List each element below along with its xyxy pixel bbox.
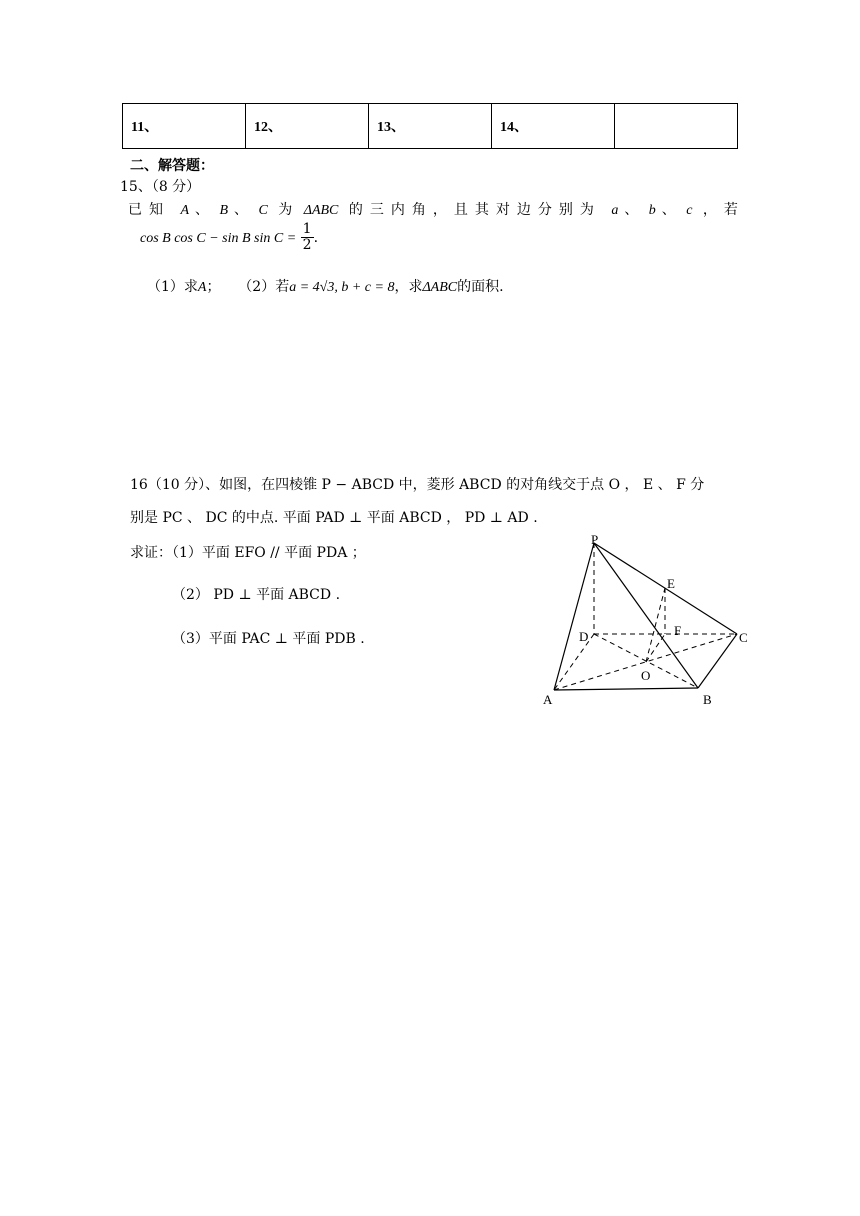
label-c: C <box>739 630 748 645</box>
answer-cell-13: 13、 <box>369 104 492 149</box>
answer-cell-empty <box>615 104 738 149</box>
q15-triangle-2: ΔABC <box>422 280 458 295</box>
q15-sub2-end: 的面积. <box>457 279 504 295</box>
answer-cell-12: 12、 <box>246 104 369 149</box>
q15-sub2-tail: ，求 <box>394 279 423 295</box>
fraction-denominator: 2 <box>302 237 312 254</box>
label-f: F <box>674 623 682 638</box>
edge-pb <box>594 543 698 688</box>
label-o: O <box>641 668 651 683</box>
q15-condition: cos B cos C − sin B sin C = $\frac{1}{2}$ . <box>140 221 319 254</box>
q15-text-b: 为 <box>278 202 300 218</box>
q15-line1: 已知 A 、 B 、 C 为 ΔABC 的三内角，且其对边分别为 a 、 b 、 c ，若 <box>128 202 745 218</box>
label-a: A <box>543 692 553 707</box>
edge-pa <box>554 543 594 690</box>
q15-triangle: ΔABC <box>303 203 339 218</box>
answer-cell-11: 11、 <box>123 104 246 149</box>
q16-line2: 别是 PC 、 DC 的中点. 平面 PAD ⊥ 平面 ABCD ， PD ⊥ AD . <box>130 510 538 526</box>
q16-prove: 求证：（1）平面 EFO // 平面 PDA ； <box>130 545 366 561</box>
answer-cell-14: 14、 <box>492 104 615 149</box>
q15-number: 15、（8 分） <box>120 179 201 195</box>
edge-bc <box>698 634 737 688</box>
q15-sub1-var: A <box>197 280 207 295</box>
q15-sub1: （1）求 <box>147 279 198 295</box>
fraction-numerator: 1 <box>302 221 312 237</box>
q15-text-d: ，若 <box>702 202 745 218</box>
label-e: E <box>667 576 675 591</box>
label-b: B <box>703 692 712 707</box>
pyramid-figure <box>530 528 760 713</box>
q15-sub2: （2）若 <box>238 279 290 295</box>
q16-part2: （2） PD ⊥ 平面 ABCD . <box>172 587 341 603</box>
edge-ab <box>554 688 698 690</box>
table-row <box>123 104 738 149</box>
answer-table <box>122 103 738 149</box>
q15-text-a: 已知 <box>128 202 170 218</box>
q15-condition-expr: cos B cos C − sin B sin C = <box>140 230 297 246</box>
q16-line1: 16（10 分）、如图，在四棱锥 P − ABCD 中，菱形 ABCD 的对角线交于点 O ， E 、 F 分 <box>130 477 705 493</box>
section-title: 二、解答题： <box>130 158 214 174</box>
label-p: P <box>591 532 599 547</box>
segment-of <box>646 634 665 662</box>
q15-text-c: 的三内角，且其对边分别为 <box>348 202 601 218</box>
q15-sub2-expr: a = 4√3, b + c = 8 <box>289 280 395 295</box>
q15-fraction <box>301 222 314 254</box>
segment-oe <box>646 588 665 662</box>
q16-part3: （3）平面 PAC ⊥ 平面 PDB . <box>172 631 365 647</box>
q15-subquestions: （1）求A； （2）若a = 4√3, b + c = 8，求ΔABC的面积. <box>147 279 504 295</box>
label-d: D <box>579 629 589 644</box>
